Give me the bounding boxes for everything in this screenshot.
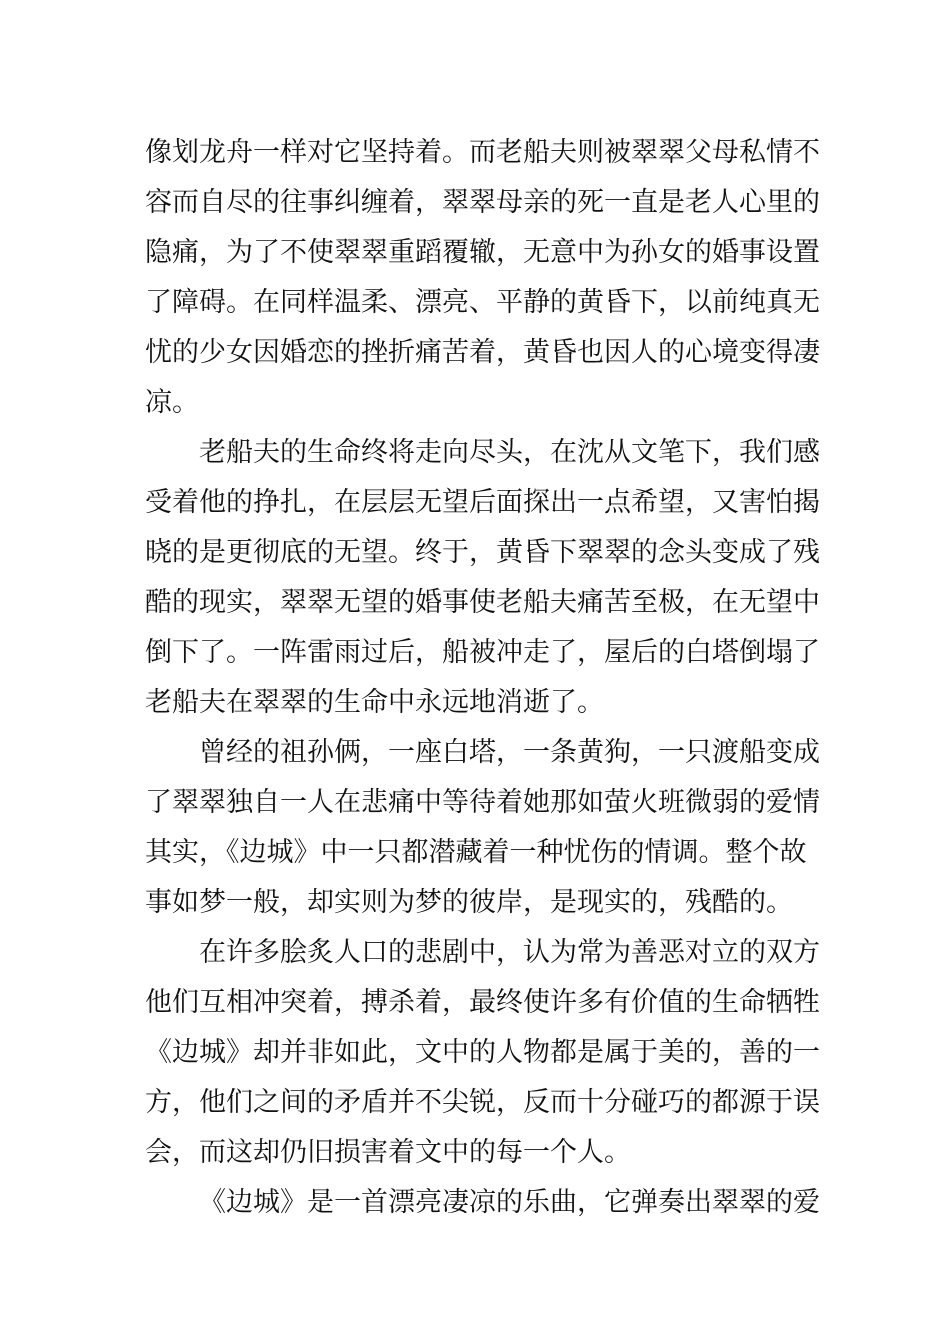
text-line: 《边城》却并非如此，文中的人物都是属于美的，善的一 xyxy=(145,1037,820,1068)
text-line: 方，他们之间的矛盾并不尖锐，反而十分碰巧的都源于误 xyxy=(145,1087,820,1118)
text-line: 在许多脍炙人口的悲剧中，认为常为善恶对立的双方 xyxy=(199,937,820,968)
text-line: 容而自尽的往事纠缠着，翠翠母亲的死一直是老人心里的 xyxy=(145,187,820,218)
text-line: 曾经的祖孙俩，一座白塔，一条黄狗，一只渡船变成 xyxy=(199,737,820,768)
text-line: 忧的少女因婚恋的挫折痛苦着，黄昏也因人的心境变得凄 xyxy=(145,337,820,368)
text-line: 其实，《边城》中一只都潜藏着一种忧伤的情调。整个故 xyxy=(145,837,807,868)
text-line: 《边城》是一首漂亮凄凉的乐曲，它弹奏出翠翠的爱 xyxy=(199,1187,820,1218)
text-line: 老船夫的生命终将走向尽头，在沈从文笔下，我们感 xyxy=(199,437,820,468)
text-line: 会，而这却仍旧损害着文中的每一个人。 xyxy=(145,1137,631,1168)
text-line: 老船夫在翠翠的生命中永远地消逝了。 xyxy=(145,687,604,718)
text-line: 酷的现实，翠翠无望的婚事使老船夫痛苦至极，在无望中 xyxy=(145,587,820,618)
text-line: 隐痛，为了不使翠翠重蹈覆辙，无意中为孙女的婚事设置 xyxy=(145,237,820,268)
text-line: 晓的是更彻底的无望。终于，黄昏下翠翠的念头变成了残 xyxy=(145,537,820,568)
text-line: 凉。 xyxy=(145,387,199,418)
text-line: 事如梦一般，却实则为梦的彼岸，是现实的，残酷的。 xyxy=(145,887,793,918)
text-line: 受着他的挣扎，在层层无望后面探出一点希望，又害怕揭 xyxy=(145,487,820,518)
text-line: 了翠翠独自一人在悲痛中等待着她那如萤火班微弱的爱情 xyxy=(145,787,820,818)
text-line: 他们互相冲突着，搏杀着，最终使许多有价值的生命牺牲 xyxy=(145,987,820,1018)
body-text xyxy=(145,128,825,1228)
text-line: 像划龙舟一样对它坚持着。而老船夫则被翠翠父母私情不 xyxy=(145,137,820,168)
text-line: 倒下了。一阵雷雨过后，船被冲走了，屋后的白塔倒塌了 xyxy=(145,637,820,668)
text-line: 了障碍。在同样温柔、漂亮、平静的黄昏下，以前纯真无 xyxy=(145,287,820,318)
